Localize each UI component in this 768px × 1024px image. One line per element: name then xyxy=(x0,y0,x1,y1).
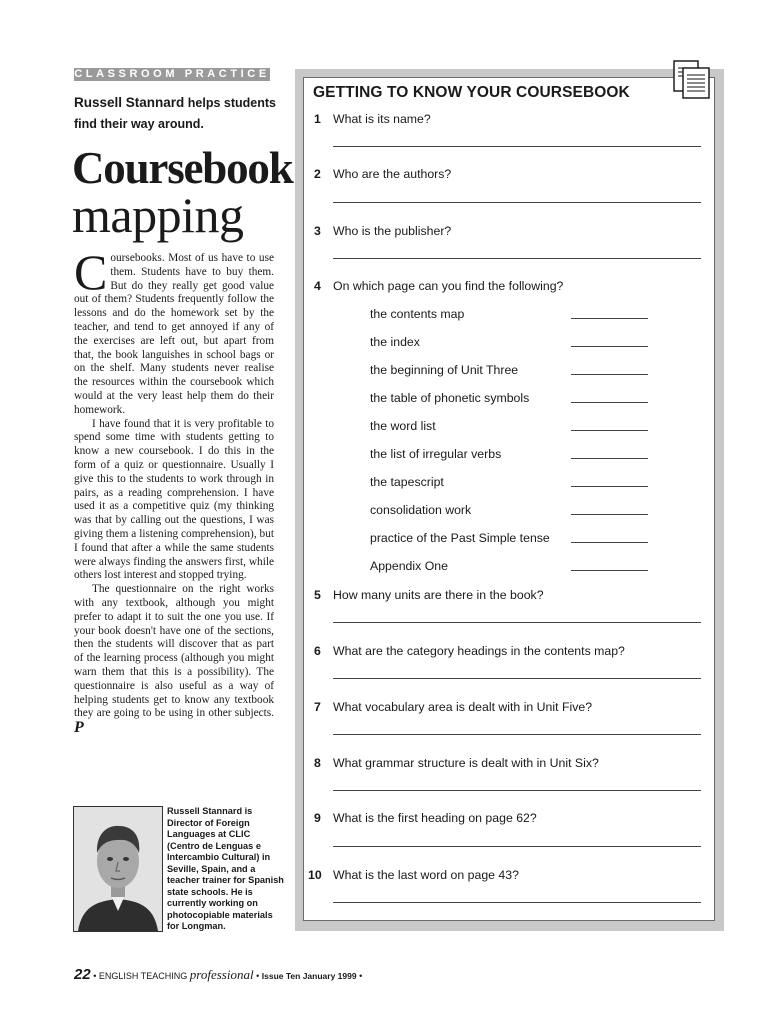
question-number: 9 xyxy=(314,811,321,825)
page-number: 22 xyxy=(74,966,91,983)
question-text: What are the category headings in the contents map? xyxy=(333,644,625,658)
author-photo xyxy=(73,806,163,932)
question-10 xyxy=(308,868,519,882)
question-9 xyxy=(314,811,537,825)
article-paragraph-2: I have found that it is very profitable to spend some time with students getting to know a new coursebook. I do this in the form of a quiz or questionnaire. Usually I give this to the students to work through in pairs, as a reading comprehension. I have used it as a competitive quiz (my thinking was that by calling out the questions, I was giving them a listening comprehension), but I found that after a while the same students were always finding the answers first, while others lost interest and stopped trying. xyxy=(74,417,274,582)
question-5 xyxy=(314,588,544,602)
answer-line[interactable] xyxy=(333,902,701,903)
article-title-line2: mapping xyxy=(72,187,244,243)
question-4 xyxy=(314,279,563,293)
question-text: What is the last word on page 43? xyxy=(333,868,519,882)
page-footer xyxy=(74,968,362,983)
magazine-name-italic: professional xyxy=(189,967,254,982)
lookup-answer-line[interactable] xyxy=(571,318,648,319)
question-6 xyxy=(314,644,625,658)
issue-info: Issue Ten January 1999 xyxy=(261,971,357,981)
lookup-answer-line[interactable] xyxy=(571,346,648,347)
footer-bullet: • xyxy=(93,971,97,981)
question-text: What vocabulary area is dealt with in Unit Five? xyxy=(333,700,593,714)
lookup-answer-line[interactable] xyxy=(571,458,648,459)
section-tag: CLASSROOM PRACTICE xyxy=(74,68,270,80)
byline-text: helps students find their way around. xyxy=(74,96,276,131)
lookup-answer-line[interactable] xyxy=(571,542,648,543)
question-8 xyxy=(314,756,599,770)
question-text: On which page can you find the following? xyxy=(333,279,564,293)
article-paragraph-3 xyxy=(74,583,274,737)
byline xyxy=(74,92,284,135)
question-number: 10 xyxy=(308,868,322,882)
questionnaire-panel xyxy=(303,77,715,921)
lookup-item: practice of the Past Simple tense xyxy=(370,531,550,545)
answer-line[interactable] xyxy=(333,790,701,791)
footer-bullet: • xyxy=(256,971,260,981)
question-text: What is its name? xyxy=(333,112,431,126)
question-number: 2 xyxy=(314,167,321,181)
question-text: What is the first heading on page 62? xyxy=(333,811,537,825)
end-mark-logo: P xyxy=(74,719,84,737)
drop-cap: C xyxy=(74,244,108,300)
lookup-item: the beginning of Unit Three xyxy=(370,363,519,377)
lookup-item: consolidation work xyxy=(370,503,472,517)
question-3 xyxy=(314,224,451,238)
lookup-item: the list of irregular verbs xyxy=(370,447,502,461)
question-2 xyxy=(314,167,451,181)
question-1 xyxy=(314,112,431,126)
question-number: 3 xyxy=(314,224,321,238)
article-body xyxy=(74,244,274,737)
question-number: 5 xyxy=(314,588,321,602)
author-name: Russell Stannard xyxy=(74,95,185,110)
question-7 xyxy=(314,700,592,714)
lookup-answer-line[interactable] xyxy=(571,486,648,487)
lookup-answer-line[interactable] xyxy=(571,514,648,515)
author-bio: Russell Stannard is Director of Foreign Languages at CLIC (Centro de Lenguas e Intercambio Cultural) in Seville, Spain, and a teacher trainer for Spanish state schools. He is currently working on photocopiable materials for Longman. xyxy=(167,806,284,931)
answer-line[interactable] xyxy=(333,734,701,735)
lookup-item: Appendix One xyxy=(370,559,448,573)
question-text: What grammar structure is dealt with in Unit Six? xyxy=(333,756,599,770)
question-text: How many units are there in the book? xyxy=(333,588,544,602)
answer-line[interactable] xyxy=(333,258,701,259)
lookup-answer-line[interactable] xyxy=(571,402,648,403)
question-number: 4 xyxy=(314,279,321,293)
question-text: Who are the authors? xyxy=(333,167,452,181)
answer-line[interactable] xyxy=(333,146,701,147)
question-text: Who is the publisher? xyxy=(333,224,452,238)
lookup-answer-line[interactable] xyxy=(571,430,648,431)
answer-line[interactable] xyxy=(333,202,701,203)
magazine-name: ENGLISH TEACHING xyxy=(98,971,188,981)
answer-line[interactable] xyxy=(333,622,701,623)
lookup-answer-line[interactable] xyxy=(571,570,648,571)
question-number: 6 xyxy=(314,644,321,658)
lookup-item: the contents map xyxy=(370,307,465,321)
question-number: 8 xyxy=(314,756,321,770)
lookup-item: the index xyxy=(370,335,420,349)
questionnaire-title: GETTING TO KNOW YOUR COURSEBOOK xyxy=(313,84,630,101)
author-portrait-icon xyxy=(74,807,162,931)
paragraph-3-text: The questionnaire on the right works with any textbook, although you might prefer to adapt it to suit the one you use. If your book doesn't have one of the sections, then the students will discover that as part of the learning process (although you might warn them that this is a possibility). The questionnaire is also useful as a way of helping students get to know any textbook they are going to be using in other subjects. xyxy=(74,583,274,720)
lookup-answer-line[interactable] xyxy=(571,374,648,375)
answer-line[interactable] xyxy=(333,678,701,679)
answer-line[interactable] xyxy=(333,846,701,847)
document-pages-icon xyxy=(671,59,713,101)
lookup-item: the word list xyxy=(370,419,436,433)
article-paragraph-1 xyxy=(74,244,274,418)
question-number: 7 xyxy=(314,700,321,714)
article-title-line1: Coursebook xyxy=(72,143,293,193)
paragraph-1-text: oursebooks. Most of us have to use them. Students have to buy them. But do they really get good value out of them? Students frequently follow the lessons and do the homework set by the teacher, and tend to get annoyed if any of the exercises are left out, but apart from that, the book languishes in school bags or on the shelf. Many students never realise the resources within the coursebook which would at the very least help them do their homework. xyxy=(74,252,274,416)
question-number: 1 xyxy=(314,112,321,126)
lookup-item: the tapescript xyxy=(370,475,444,489)
lookup-item: the table of phonetic symbols xyxy=(370,391,530,405)
footer-bullet: • xyxy=(359,971,363,981)
